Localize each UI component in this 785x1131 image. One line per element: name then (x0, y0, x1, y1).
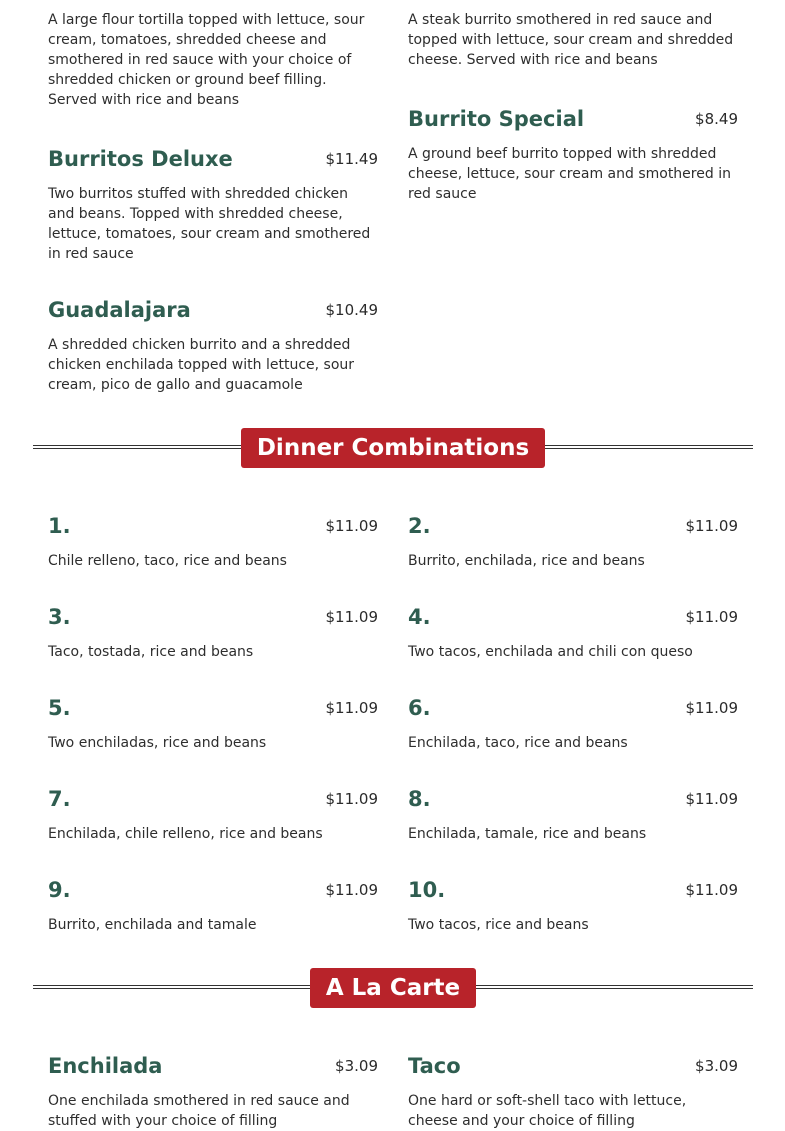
item-price: $3.09 (695, 1057, 738, 1075)
combo-item-1 (48, 511, 378, 571)
item-price: $11.09 (325, 881, 378, 899)
item-name: 3. (48, 605, 71, 629)
item-price: $11.49 (325, 150, 378, 168)
item-name: Taco (408, 1054, 461, 1078)
item-name: 8. (408, 787, 431, 811)
item-name: 6. (408, 696, 431, 720)
item-price: $11.09 (685, 608, 738, 626)
section-title: A La Carte (310, 968, 476, 1008)
section-header-a-la-carte (33, 968, 753, 1008)
menu-item-guadalajara (48, 295, 378, 395)
item-price: $11.09 (685, 517, 738, 535)
item-name: 7. (48, 787, 71, 811)
item-name: 10. (408, 878, 446, 902)
item-price: $11.09 (325, 699, 378, 717)
section-header-dinner-combinations (33, 428, 753, 468)
item-description: One enchilada smothered in red sauce and stuffed with your choice of filling (48, 1093, 350, 1129)
item-price: $11.09 (685, 881, 738, 899)
item-description: Two tacos, enchilada and chili con queso (408, 644, 693, 660)
item-description: Taco, tostada, rice and beans (48, 644, 254, 660)
item-price: $10.49 (325, 301, 378, 319)
combo-item-6 (408, 693, 738, 753)
item-description: Two tacos, rice and beans (408, 917, 589, 933)
item-description: Chile relleno, taco, rice and beans (48, 553, 287, 569)
combo-item-4 (408, 602, 738, 662)
item-description: Enchilada, tamale, rice and beans (408, 826, 647, 842)
item-description: A ground beef burrito topped with shredded cheese, lettuce, sour cream and smothered in red sauce (408, 146, 731, 202)
item-name: Guadalajara (48, 298, 191, 322)
item-description: Two enchiladas, rice and beans (48, 735, 267, 751)
combo-item-5 (48, 693, 378, 753)
item-description: One hard or soft-shell taco with lettuce, cheese and your choice of filling (408, 1093, 687, 1129)
combo-item-8 (408, 784, 738, 844)
item-price: $11.09 (325, 517, 378, 535)
item-description: Two burritos stuffed with shredded chicken and beans. Topped with shredded cheese, lettuce, tomatoes, sour cream and smothered in red sauce (48, 186, 371, 262)
item-name: Burritos Deluxe (48, 147, 233, 171)
item-description: A steak burrito smothered in red sauce and topped with lettuce, sour cream and shredded cheese. Served with rice and beans (408, 12, 734, 68)
combo-item-2 (408, 511, 738, 571)
combo-item-3 (48, 602, 378, 662)
item-price: $3.09 (335, 1057, 378, 1075)
item-name: Enchilada (48, 1054, 163, 1078)
item-name: 1. (48, 514, 71, 538)
item-price: $11.09 (685, 790, 738, 808)
item-name: 9. (48, 878, 71, 902)
item-name: Burrito Special (408, 107, 585, 131)
item-price: $11.09 (325, 608, 378, 626)
combo-item-7 (48, 784, 378, 844)
menu-item-taco (408, 1051, 738, 1131)
menu-item-burritos-deluxe (48, 144, 378, 264)
item-description: Burrito, enchilada, rice and beans (408, 553, 645, 569)
item-price: $11.09 (325, 790, 378, 808)
item-description: Burrito, enchilada and tamale (48, 917, 257, 933)
item-description: Enchilada, taco, rice and beans (408, 735, 628, 751)
item-price: $8.49 (695, 110, 738, 128)
combo-item-9 (48, 875, 378, 935)
item-description: A large flour tortilla topped with lettuce, sour cream, tomatoes, shredded cheese and smothered in red sauce with your choice of shredded chicken or ground beef filling. Served with rice and beans (48, 12, 365, 108)
combo-item-10 (408, 875, 738, 935)
item-description: A shredded chicken burrito and a shredded chicken enchilada topped with lettuce, sour cream, pico de gallo and guacamole (48, 337, 355, 393)
item-price: $11.09 (685, 699, 738, 717)
menu-item-enchilada (48, 1051, 378, 1131)
menu-item-burrito-special (408, 104, 738, 204)
item-name: 4. (408, 605, 431, 629)
section-title: Dinner Combinations (241, 428, 545, 468)
item-description: Enchilada, chile relleno, rice and beans (48, 826, 323, 842)
item-name: 5. (48, 696, 71, 720)
item-name: 2. (408, 514, 431, 538)
